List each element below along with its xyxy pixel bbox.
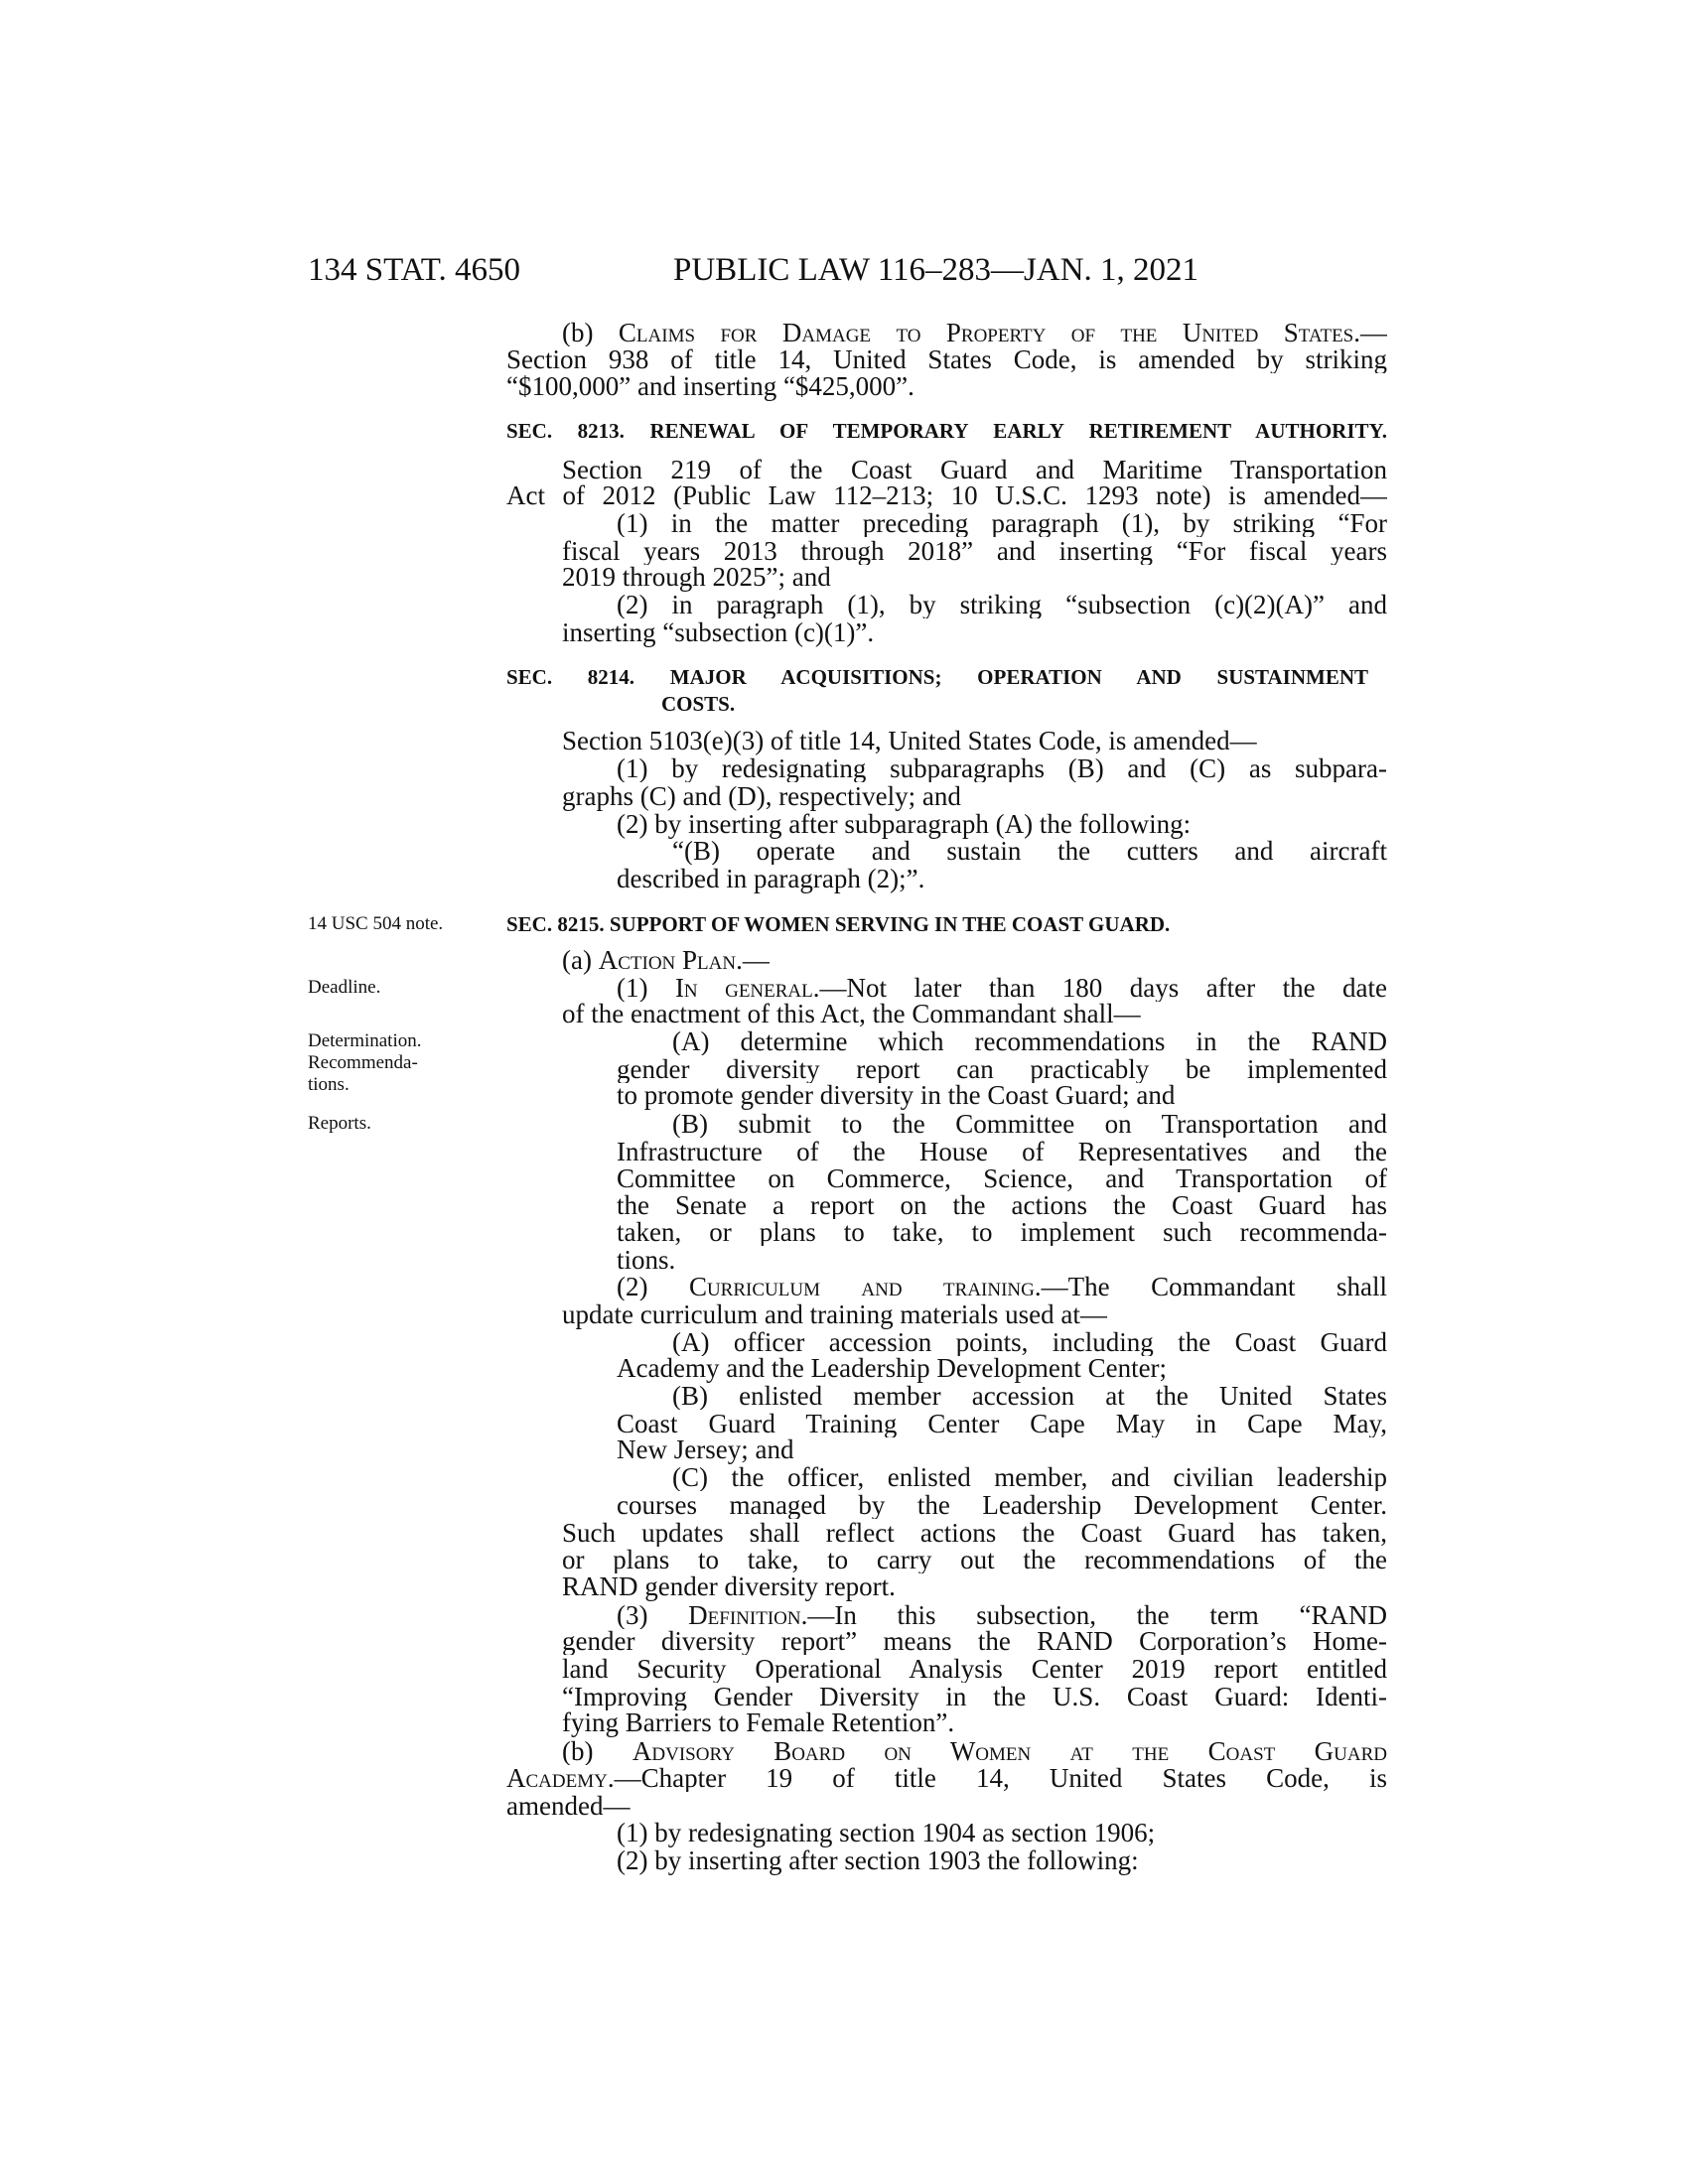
text-segment: to promote gender diversity in the Coast Guard; and — [617, 1080, 1176, 1110]
text-segment: “Improving Gender Diversity in the U.S. Coast Guard: Identi- — [562, 1683, 1387, 1710]
text-line — [506, 372, 914, 400]
text-line — [617, 1191, 1387, 1219]
text-line — [506, 1764, 1387, 1792]
text-segment: (a) — [562, 945, 599, 975]
text-segment: Academy and the Leadership Development Center; — [617, 1353, 1168, 1383]
text-segment: the Senate a report on the actions the Coast Guard has — [617, 1191, 1387, 1219]
text-segment: gender diversity report can practicably be implemented — [617, 1055, 1387, 1083]
text-line — [562, 946, 770, 974]
text-segment: (2) by inserting after subparagraph (A) the following: — [617, 809, 1192, 839]
text-segment: (C) the officer, enlisted member, and civilian leadership — [672, 1463, 1387, 1491]
subsection-heading: In general. — [674, 974, 820, 1002]
text-segment: —Not later than 180 days after the date — [819, 974, 1387, 1002]
text-line — [506, 345, 1387, 373]
text-line — [562, 1708, 954, 1736]
text-segment: 2019 through 2025”; and — [562, 562, 831, 592]
text-line — [672, 1027, 1387, 1055]
text-segment: RAND gender diversity report. — [562, 1571, 896, 1601]
text-segment: (2) by inserting after section 1903 the following: — [617, 1845, 1139, 1875]
text-line — [617, 1081, 1175, 1109]
text-line — [562, 1572, 896, 1600]
text-segment: described in paragraph (2);”. — [617, 864, 925, 893]
text-segment: New Jersey; and — [617, 1434, 794, 1464]
text-line — [617, 1164, 1387, 1192]
margin-note-recommendations-cont: tions. — [308, 1074, 350, 1095]
text-line — [562, 618, 874, 646]
text-segment: — — [1360, 319, 1387, 346]
text-segment: (A) determine which recommendations in the RAND — [672, 1027, 1387, 1055]
text-line — [562, 782, 961, 810]
text-segment: graphs (C) and (D), respectively; and — [562, 781, 961, 811]
text-segment: Section 219 of the Coast Guard and Maritime Transportation — [562, 456, 1387, 483]
text-segment: or plans to take, to carry out the recommendations of the — [562, 1546, 1387, 1573]
text-line — [617, 1435, 793, 1463]
text-segment: (1) by redesignating section 1904 as section 1906; — [617, 1818, 1156, 1847]
text-line — [672, 837, 1387, 865]
margin-note-deadline: Deadline. — [308, 977, 381, 998]
text-segment: Section 938 of title 14, United States Code, is amended by striking — [506, 345, 1387, 373]
margin-note-recommendations: Recommenda- — [308, 1052, 418, 1073]
text-line — [562, 456, 1387, 483]
text-line — [672, 1110, 1387, 1138]
text-segment: amended— — [506, 1791, 631, 1821]
text-line — [562, 1627, 1387, 1655]
text-segment: Infrastructure of the House of Representatives and the — [617, 1138, 1387, 1165]
text-segment: —The Commandant shall — [1041, 1273, 1387, 1300]
text-line — [617, 591, 1387, 618]
subsection-heading: Curriculum and training. — [688, 1273, 1042, 1300]
text-line — [562, 1683, 1387, 1710]
subsection-heading: Claims for Damage to Property of the United States. — [618, 319, 1360, 346]
text-segment: land Security Operational Analysis Center 2019 report entitled — [562, 1655, 1387, 1683]
subsection-heading: Action Plan. — [598, 945, 743, 975]
text-line — [562, 1000, 1141, 1027]
section-heading — [506, 910, 1170, 938]
text-segment: gender diversity report” means the RAND Corporation’s Home- — [562, 1627, 1387, 1655]
text-line — [506, 481, 1387, 509]
text-segment: (3) — [617, 1601, 689, 1629]
text-line — [562, 1655, 1387, 1683]
text-segment: —In this subsection, the term “RAND — [807, 1601, 1387, 1629]
text-segment: “$100,000” and inserting “$425,000”. — [506, 371, 914, 401]
margin-note-citation: 14 USC 504 note. — [308, 913, 444, 934]
text-line — [617, 1273, 1387, 1300]
section-heading — [661, 690, 735, 718]
text-segment: inserting “subsection (c)(1)”. — [562, 617, 875, 647]
text-line — [617, 754, 1387, 782]
text-segment: (b) — [562, 319, 619, 346]
text-line — [672, 1328, 1387, 1356]
subsection-heading: Advisory Board on Women at the Coast Guard — [632, 1737, 1387, 1765]
text-segment: (A) officer accession points, including the Coast Guard — [672, 1328, 1387, 1356]
text-line — [562, 537, 1387, 565]
text-segment: (b) — [562, 1737, 633, 1765]
section-heading — [506, 663, 1368, 691]
margin-note-reports: Reports. — [308, 1113, 371, 1134]
text-line — [672, 1382, 1387, 1410]
text-line — [562, 727, 1257, 754]
text-segment: (B) enlisted member accession at the United States — [672, 1382, 1387, 1410]
text-segment: tions. — [617, 1245, 676, 1275]
text-line — [562, 563, 831, 591]
text-line — [672, 1463, 1387, 1491]
text-line — [617, 1491, 1387, 1519]
text-segment: (B) submit to the Committee on Transportation and — [672, 1110, 1387, 1138]
text-segment: SEC. 8213. RENEWAL OF TEMPORARY EARLY RETIREMENT AUTHORITY. — [506, 419, 1387, 443]
text-line — [617, 1819, 1155, 1846]
text-segment: of the enactment of this Act, the Commandant shall— — [562, 999, 1141, 1028]
text-line — [617, 1354, 1167, 1382]
text-line — [562, 1546, 1387, 1573]
subsection-heading: Academy. — [506, 1764, 615, 1792]
text-line — [617, 865, 924, 892]
text-segment: Coast Guard Training Center Cape May in Cape May, — [617, 1410, 1387, 1437]
text-segment: Such updates shall reflect actions the Coast Guard has taken, — [562, 1519, 1387, 1547]
text-segment: Section 5103(e)(3) of title 14, United States Code, is amended— — [562, 726, 1257, 755]
text-line — [617, 1601, 1387, 1629]
text-line — [617, 1218, 1387, 1246]
statutes-page-number: 134 STAT. 4650 — [308, 252, 521, 288]
text-segment: courses managed by the Leadership Development Center. — [617, 1491, 1387, 1519]
text-line — [617, 1138, 1387, 1165]
text-segment: (1) by redesignating subparagraphs (B) and (C) as subpara- — [617, 754, 1387, 782]
text-segment: SEC. 8214. MAJOR ACQUISITIONS; OPERATION AND SUSTAINMENT — [506, 665, 1368, 689]
text-segment: — — [742, 945, 770, 975]
text-line — [562, 319, 1387, 346]
text-line — [617, 1055, 1387, 1083]
margin-note-determination: Determination. — [308, 1030, 422, 1051]
text-segment: fying Barriers to Female Retention”. — [562, 1707, 955, 1737]
text-segment: update curriculum and training materials used at— — [562, 1299, 1107, 1329]
text-line — [617, 1410, 1387, 1437]
text-segment: (1) in the matter preceding paragraph (1), by striking “For — [617, 509, 1387, 537]
text-line — [562, 1519, 1387, 1547]
subsection-heading: Definition. — [688, 1601, 808, 1629]
running-header-title: PUBLIC LAW 116–283—JAN. 1, 2021 — [673, 252, 1199, 288]
text-segment: Act of 2012 (Public Law 112–213; 10 U.S.C. 1293 note) is amended— — [506, 481, 1387, 509]
text-segment: Committee on Commerce, Science, and Transportation of — [617, 1164, 1387, 1192]
text-line — [617, 1246, 675, 1274]
text-line — [562, 1737, 1387, 1765]
section-heading — [506, 417, 1387, 445]
text-segment: COSTS. — [661, 692, 736, 716]
text-line — [506, 1792, 630, 1820]
text-line — [617, 810, 1191, 838]
text-line — [617, 1846, 1139, 1874]
text-line — [562, 1300, 1107, 1328]
text-line — [617, 974, 1387, 1002]
text-segment: (1) — [617, 974, 675, 1002]
text-segment: “(B) operate and sustain the cutters and aircraft — [672, 837, 1387, 865]
text-segment: fiscal years 2013 through 2018” and inserting “For fiscal years — [562, 537, 1387, 565]
text-line — [617, 509, 1387, 537]
text-segment: —Chapter 19 of title 14, United States Code, is — [614, 1764, 1387, 1792]
text-segment: (2) in paragraph (1), by striking “subsection (c)(2)(A)” and — [617, 591, 1387, 618]
text-segment: taken, or plans to take, to implement such recommenda- — [617, 1218, 1387, 1246]
text-segment: SEC. 8215. SUPPORT OF WOMEN SERVING IN THE COAST GUARD. — [506, 912, 1171, 936]
text-segment: (2) — [617, 1273, 689, 1300]
